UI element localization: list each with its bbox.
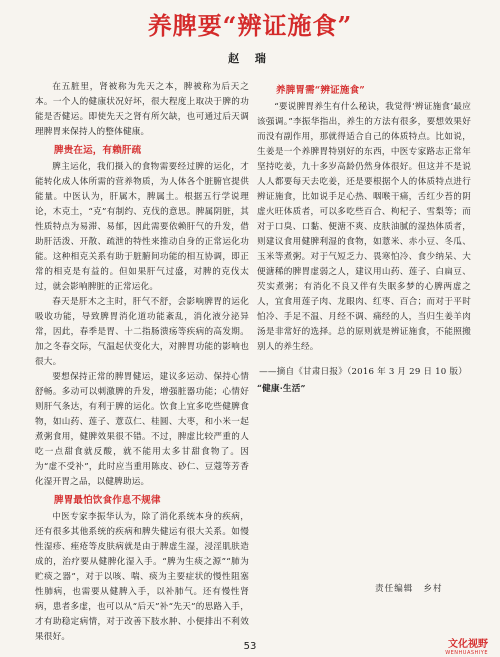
brand-pinyin: WENHUASHIYE — [445, 650, 488, 656]
article-title: 养脾要“辨证施食” — [147, 11, 353, 40]
body-paragraph: 要想保持正常的脾胃健运，建议多运动、保持心情舒畅。多动可以刺激脾的升发，增强脏器功能；心情好则肝气条达，有利于脾的运化。饮食上宜多吃些健脾食物，如山药、莲子、薏苡仁、桂圆、大枣，和小米一起煮粥食用，健脾效果很不错。不过，脾虚比较严重的人吃一点甜食就反酸，就不能用太多甘甜食物了。因为“虚不受补”，此时应当重用陈皮、砂仁、豆蔻等芳香化湿开胃之品，以健脾助运。 — [35, 372, 249, 487]
section-heading: 脾胃最怕饮食作息不规律 — [54, 495, 161, 506]
editor-name: 乡村 — [423, 584, 443, 594]
right-column — [257, 80, 471, 397]
editor-credit — [375, 582, 443, 594]
body-paragraph: 中医专家李振华认为，除了消化系统本身的疾病，还有很多其他系统的疾病和脾失健运有很大关系。如慢性湿疹、痤疮等皮肤病就是由于脾虚生湿，浸淫肌肤造成的，治疗要从健脾化湿入手。“脾为生痰之源”“肺为贮痰之器”，对于以咳、喘、痰为主要症状的慢性阻塞性肺病，也需要从健脾入手，以补肺气。还有慢性肾病，患者多虚，也可以从“后天”补“先天”的思路入手，才有助稳定病情，对于改善下肢水肿、小便排出不利效果很好。 — [35, 512, 249, 642]
section-heading: 脾贵在运，有赖肝疏 — [54, 145, 142, 156]
body-paragraph: 脾主运化，我们摄入的食物需要经过脾的运化，才能转化成人体所需的营养物质，为人体各个脏腑官提供能量。中医认为，肝属木，脾属土。根据五行学说理论，木克土，“克”有制约、克伐的意思。脾属阴脏，其性质特点为易滞、易郁，因此需要依赖肝气的升发，借助肝活泼、开散、疏泄的特性来推动自身的正常运化功能。这种相克关系有助于脏腑间功能的相互协调，即正常的相克是有益的。但如果肝气过盛，对脾的克伐太过，就会影响脾脏的正常运化。 — [35, 162, 249, 292]
source-tag: “健康·生活” — [257, 384, 306, 394]
source-citation: ——摘自《甘肃日报》（2016 年 3 月 29 日 10 版） — [259, 367, 467, 377]
magazine-brand — [445, 635, 488, 656]
page-number: 53 — [243, 641, 257, 652]
section-heading: 养脾胃需“辨证施食” — [276, 85, 365, 96]
brand-name: 文化视野 — [448, 639, 488, 650]
body-paragraph: “要说脾胃养生有什么秘诀，我觉得‘辨证施食’最应该强调。”李振华指出，养生的方法有很多，要想效果好而没有副作用，那就得适合自己的体质特点。比如说，生姜是一个养脾胃特别好的东西，中医专家路志正常年坚持吃姜，九十多岁高龄仍然身体很好。但这并不是说人人都要每天去吃姜，还是要根据个人的体质特点进行辨证施食，比如说手足心热、咽喉干痛，舌红少苔的阴虚火旺体质者，可以多吃些百合、枸杞子、雪梨等；而对于口臭、口黏、便溏不爽、皮肤油腻的湿热体质者，则建议食用健脾利湿的食物，如薏米、赤小豆、冬瓜、玉米等煮粥。对于气短乏力、畏寒怕冷、食少纳呆、大便溏稀的脾胃虚弱之人，建议用山药、莲子、白扁豆、芡实煮粥；有消化不良又伴有失眠多梦的心脾两虚之人，宜食用莲子肉、龙眼肉、红枣、百合；而对于平时怕冷、手足不温、月经不调、痛经的人，当归生姜羊肉汤是非常好的选择。总的原则就是辨证施食，不能照搬别人的养生经。 — [257, 102, 471, 352]
article-author: 赵 瑞 — [228, 52, 272, 65]
body-paragraph: 春天是肝木之主时，肝气不舒，会影响脾胃的运化吸收功能，导致脾胃消化道功能紊乱，消化液分泌异常，因此，春季是胃、十二指肠溃疡等疾病的高发期。加之冬春交际，气温起伏变化大，对脾胃功能的影响也很大。 — [35, 297, 249, 367]
editor-label: 责任编辑 — [375, 584, 414, 594]
left-column — [35, 80, 249, 645]
intro-paragraph: 在五脏里，肾被称为先天之本，脾被称为后天之本。一个人的健康状况好坏，很大程度上取决于脾的功能是否健运。即使先天之肾有所欠缺，也可通过后天调理脾胃来保持人的整体健康。 — [35, 82, 249, 137]
